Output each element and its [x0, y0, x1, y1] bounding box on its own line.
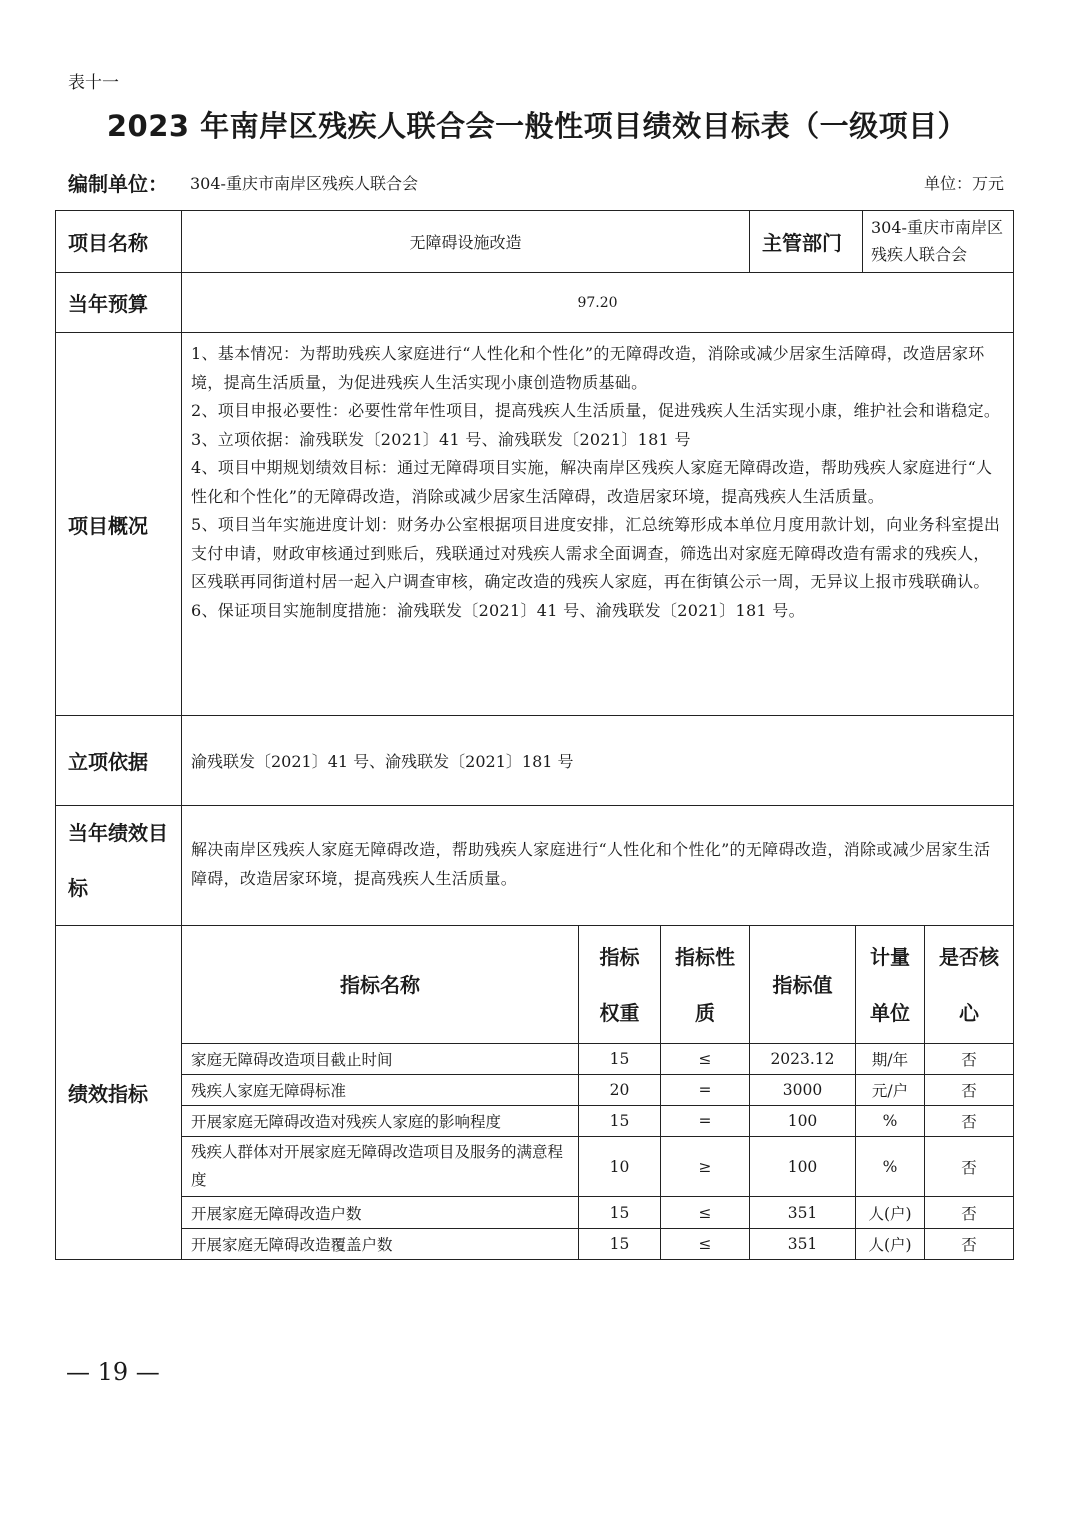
unit-value: 304-重庆市南岸区残疾人联合会	[190, 174, 418, 193]
department-label: 主管部门	[762, 231, 842, 255]
money-unit: 单位：万元	[923, 174, 1004, 193]
unit-label: 编制单位：	[68, 172, 168, 196]
basis-label: 立项依据	[68, 750, 148, 774]
indicator-nature: =	[698, 1112, 712, 1130]
indicator-weight: 20	[609, 1081, 630, 1099]
goal-label	[56, 806, 181, 925]
indicator-nature: ≥	[698, 1157, 712, 1176]
header-core: 是否核心	[939, 944, 999, 1025]
department-value: 304-重庆市南岸区残疾人联合会	[871, 218, 1003, 264]
indicator-unit: 元/户	[871, 1082, 909, 1100]
indicator-weight: 15	[609, 1235, 630, 1253]
indicator-nature: ≤	[698, 1203, 712, 1222]
indicator-weight: 15	[609, 1203, 630, 1222]
indicator-core: 否	[961, 1204, 977, 1223]
goal-value: 解决南岸区残疾人家庭无障碍改造，帮助残疾人家庭进行“人性化和个性化”的无障碍改造，消除或减少居家生活障碍，改造居家环境，提高残疾人生活质量。	[191, 840, 991, 888]
indicator-core: 否	[961, 1158, 977, 1177]
header-weight: 指标权重	[599, 944, 640, 1025]
indicator-name: 残疾人家庭无障碍标准	[191, 1082, 347, 1100]
indicator-unit: %	[882, 1112, 898, 1130]
indicator-name: 开展家庭无障碍改造户数	[191, 1204, 362, 1223]
indicator-name: 残疾人群体对开展家庭无障碍改造项目及服务的满意程度	[191, 1143, 564, 1189]
header-value: 指标值	[772, 972, 833, 997]
indicator-core: 否	[961, 1082, 977, 1100]
indicator-name: 开展家庭无障碍改造覆盖户数	[191, 1236, 393, 1254]
indicator-core: 否	[961, 1113, 977, 1131]
indicator-value: 100	[787, 1112, 818, 1130]
page-title: 2023 年南岸区残疾人联合会一般性项目绩效目标表（一级项目）	[106, 109, 968, 143]
indicator-weight: 15	[609, 1112, 630, 1130]
indicator-unit: %	[882, 1157, 898, 1176]
overview-line: 3、立项依据：渝残联发〔2021〕41 号、渝残联发〔2021〕181 号	[191, 429, 691, 449]
indicator-name: 开展家庭无障碍改造对残疾人家庭的影响程度	[191, 1113, 502, 1131]
goal-label-text: 当年绩效目标	[68, 821, 168, 900]
indicator-weight: 10	[609, 1157, 630, 1176]
page-number: — 19 —	[66, 1358, 160, 1386]
indicator-unit: 人(户)	[868, 1204, 912, 1223]
table-number: 表十一	[68, 73, 119, 93]
indicator-nature: =	[698, 1081, 712, 1099]
indicator-core: 否	[961, 1051, 977, 1069]
indicator-weight: 15	[609, 1050, 630, 1068]
header-unit: 计量单位	[870, 944, 910, 1025]
indicator-value: 351	[787, 1203, 818, 1222]
indicator-unit: 人(户)	[868, 1236, 912, 1254]
overview-line: 2、项目申报必要性：必要性常年性项目，提高残疾人生活质量，促进残疾人生活实现小康，维护社会和谐稳定。	[191, 401, 1001, 420]
indicator-core: 否	[961, 1236, 977, 1254]
overview-line: 1、基本情况：为帮助残疾人家庭进行“人性化和个性化”的无障碍改造，消除或减少居家生活障碍，改造居家环境，提高生活质量，为促进残疾人生活实现小康创造物质基础。	[191, 344, 985, 392]
budget-value: 97.20	[577, 294, 618, 311]
overview-line: 4、项目中期规划绩效目标：通过无障碍项目实施，解决南岸区残疾人家庭无障碍改造，帮助残疾人家庭进行“人性化和个性化”的无障碍改造，消除或减少居家生活障碍，改造居家环境，提高残疾人生活质量。	[191, 458, 993, 506]
basis-value: 渝残联发〔2021〕41 号、渝残联发〔2021〕181 号	[191, 752, 574, 771]
indicator-value: 2023.12	[770, 1050, 835, 1068]
header-indicator-name: 指标名称	[340, 972, 420, 997]
indicator-value: 100	[787, 1157, 818, 1176]
overview-label: 项目概况	[68, 513, 148, 538]
project-name-value: 无障碍设施改造	[409, 233, 522, 252]
header-nature: 指标性质	[675, 944, 735, 1025]
project-name-label: 项目名称	[68, 231, 148, 255]
indicator-name: 家庭无障碍改造项目截止时间	[191, 1051, 393, 1069]
indicator-unit: 期/年	[871, 1051, 909, 1069]
indicator-value: 3000	[782, 1081, 823, 1099]
indicators-label: 绩效指标	[68, 1082, 148, 1106]
indicator-nature: ≤	[698, 1235, 712, 1253]
indicator-nature: ≤	[698, 1050, 712, 1068]
overview-line: 6、保证项目实施制度措施：渝残联发〔2021〕41 号、渝残联发〔2021〕181 号。	[191, 600, 805, 620]
overview-text	[191, 340, 1005, 625]
budget-label: 当年预算	[68, 292, 148, 316]
overview-line: 5、项目当年实施进度计划：财务办公室根据项目进度安排，汇总统筹形成本单位月度用款计划，向业务科室提出支付申请，财政审核通过到账后，残联通过对残疾人需求全面调查，筛选出对家庭无障碍改造有需求的残疾人，区残联再同街道村居一起入户调查审核，确定改造的残疾人家庭，再在街镇公示一周，无异议上报市残联确认。	[191, 515, 1001, 591]
indicator-value: 351	[787, 1235, 818, 1253]
